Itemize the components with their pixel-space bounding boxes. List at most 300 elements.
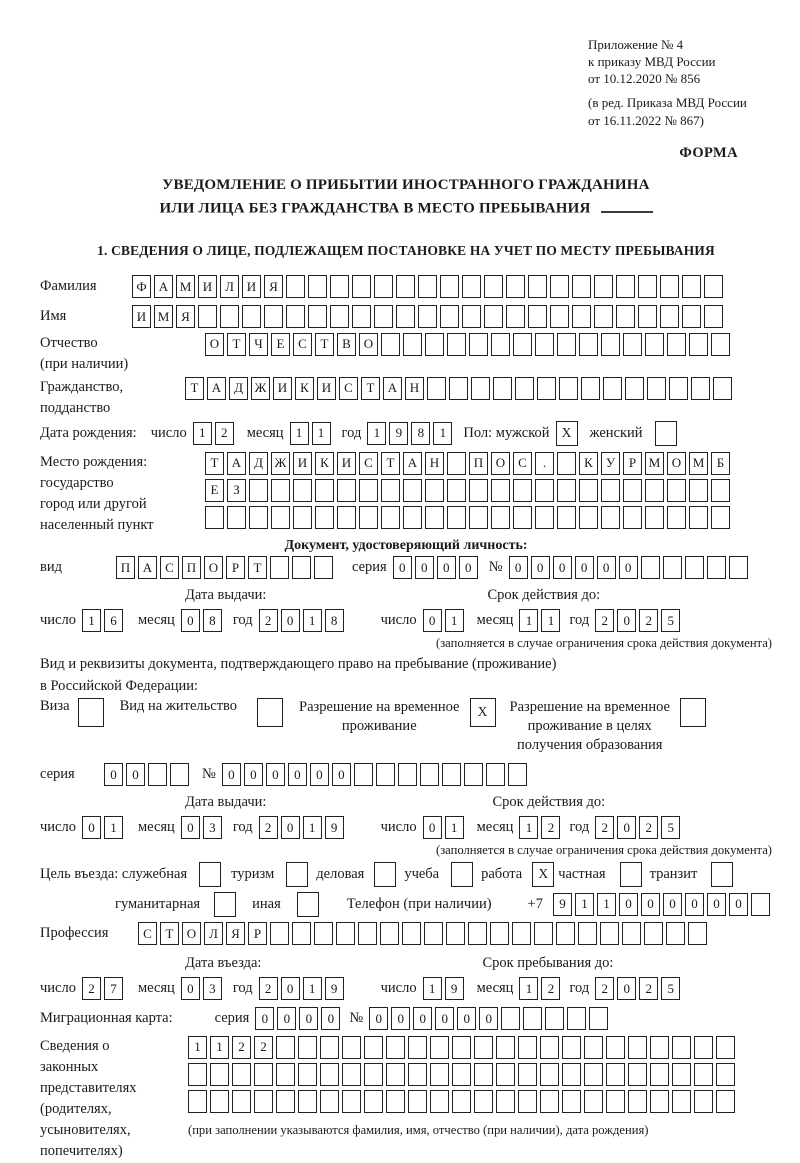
visa-checkbox[interactable] [78, 698, 104, 727]
char-box[interactable] [704, 275, 723, 298]
char-box[interactable] [515, 377, 534, 400]
purpose-other-checkbox[interactable] [297, 892, 319, 917]
char-box[interactable] [638, 275, 657, 298]
char-box[interactable]: 0 [222, 763, 241, 786]
char-box[interactable]: Д [249, 452, 268, 475]
char-box[interactable] [672, 1036, 691, 1059]
char-box[interactable]: Д [229, 377, 248, 400]
char-box[interactable] [572, 305, 591, 328]
char-box[interactable] [650, 1036, 669, 1059]
char-box[interactable]: Я [176, 305, 195, 328]
char-box[interactable] [232, 1063, 251, 1086]
char-box[interactable] [647, 377, 666, 400]
char-box[interactable]: 0 [391, 1007, 410, 1030]
char-box[interactable]: 0 [575, 556, 594, 579]
char-box[interactable] [210, 1063, 229, 1086]
char-box[interactable]: К [579, 452, 598, 475]
char-box[interactable]: 2 [639, 977, 658, 1000]
char-box[interactable] [364, 1036, 383, 1059]
char-box[interactable] [625, 377, 644, 400]
char-box[interactable]: П [116, 556, 135, 579]
char-box[interactable] [650, 1063, 669, 1086]
char-box[interactable] [425, 479, 444, 502]
char-box[interactable] [364, 1090, 383, 1113]
char-box[interactable]: 2 [639, 816, 658, 839]
char-box[interactable] [496, 1063, 515, 1086]
char-box[interactable]: С [339, 377, 358, 400]
char-box[interactable] [707, 556, 726, 579]
char-box[interactable]: 0 [244, 763, 263, 786]
char-box[interactable]: 0 [553, 556, 572, 579]
char-box[interactable]: 0 [181, 977, 200, 1000]
char-box[interactable]: 3 [203, 816, 222, 839]
char-box[interactable]: С [359, 452, 378, 475]
char-box[interactable] [314, 922, 333, 945]
char-box[interactable] [293, 506, 312, 529]
char-box[interactable] [402, 922, 421, 945]
char-box[interactable] [660, 305, 679, 328]
char-box[interactable]: 9 [445, 977, 464, 1000]
char-box[interactable] [286, 305, 305, 328]
char-box[interactable] [227, 506, 246, 529]
char-box[interactable]: 0 [423, 816, 442, 839]
char-box[interactable] [337, 506, 356, 529]
char-box[interactable] [689, 333, 708, 356]
char-box[interactable]: 0 [277, 1007, 296, 1030]
char-box[interactable]: П [182, 556, 201, 579]
char-box[interactable] [315, 506, 334, 529]
char-box[interactable]: Л [204, 922, 223, 945]
char-box[interactable]: 0 [393, 556, 412, 579]
char-box[interactable] [425, 333, 444, 356]
char-box[interactable] [691, 377, 710, 400]
char-box[interactable]: 0 [310, 763, 329, 786]
char-box[interactable] [210, 1090, 229, 1113]
char-box[interactable]: 1 [82, 609, 101, 632]
char-box[interactable] [330, 305, 349, 328]
char-box[interactable] [484, 275, 503, 298]
char-box[interactable] [469, 479, 488, 502]
char-box[interactable] [537, 377, 556, 400]
char-box[interactable] [320, 1090, 339, 1113]
char-box[interactable] [518, 1090, 537, 1113]
char-box[interactable] [447, 506, 466, 529]
char-box[interactable] [403, 333, 422, 356]
char-box[interactable] [380, 922, 399, 945]
char-box[interactable] [628, 1063, 647, 1086]
char-box[interactable] [408, 1090, 427, 1113]
char-box[interactable] [270, 556, 289, 579]
char-box[interactable]: Е [205, 479, 224, 502]
purpose-official-checkbox[interactable] [199, 862, 221, 887]
char-box[interactable]: О [182, 922, 201, 945]
char-box[interactable]: 0 [126, 763, 145, 786]
char-box[interactable]: 2 [259, 977, 278, 1000]
char-box[interactable] [540, 1090, 559, 1113]
char-box[interactable] [386, 1036, 405, 1059]
char-box[interactable] [666, 922, 685, 945]
char-box[interactable] [641, 556, 660, 579]
char-box[interactable] [556, 922, 575, 945]
char-box[interactable] [232, 1090, 251, 1113]
char-box[interactable] [427, 377, 446, 400]
char-box[interactable]: Ф [132, 275, 151, 298]
char-box[interactable] [491, 506, 510, 529]
male-checkbox[interactable]: X [556, 421, 578, 446]
char-box[interactable] [562, 1090, 581, 1113]
char-box[interactable] [298, 1063, 317, 1086]
char-box[interactable]: 0 [707, 893, 726, 916]
char-box[interactable] [559, 377, 578, 400]
char-box[interactable] [729, 556, 748, 579]
char-box[interactable] [584, 1090, 603, 1113]
char-box[interactable] [342, 1063, 361, 1086]
char-box[interactable] [249, 479, 268, 502]
char-box[interactable] [276, 1063, 295, 1086]
char-box[interactable] [579, 506, 598, 529]
char-box[interactable]: 1 [104, 816, 123, 839]
char-box[interactable]: 0 [281, 816, 300, 839]
char-box[interactable]: Р [623, 452, 642, 475]
char-box[interactable] [667, 506, 686, 529]
temp-residence-checkbox[interactable]: X [470, 698, 496, 727]
char-box[interactable] [220, 305, 239, 328]
char-box[interactable]: А [227, 452, 246, 475]
char-box[interactable] [667, 479, 686, 502]
char-box[interactable] [170, 763, 189, 786]
char-box[interactable]: А [207, 377, 226, 400]
char-box[interactable] [557, 333, 576, 356]
char-box[interactable] [493, 377, 512, 400]
char-box[interactable] [713, 377, 732, 400]
char-box[interactable] [424, 922, 443, 945]
char-box[interactable] [716, 1063, 735, 1086]
char-box[interactable]: У [601, 452, 620, 475]
char-box[interactable] [579, 333, 598, 356]
char-box[interactable]: И [242, 275, 261, 298]
char-box[interactable]: 0 [423, 609, 442, 632]
char-box[interactable]: 1 [519, 816, 538, 839]
char-box[interactable] [342, 1036, 361, 1059]
char-box[interactable]: О [359, 333, 378, 356]
char-box[interactable] [682, 275, 701, 298]
char-box[interactable] [271, 479, 290, 502]
char-box[interactable] [188, 1090, 207, 1113]
char-box[interactable] [298, 1036, 317, 1059]
char-box[interactable]: 0 [641, 893, 660, 916]
char-box[interactable]: А [383, 377, 402, 400]
char-box[interactable] [452, 1063, 471, 1086]
char-box[interactable]: 6 [104, 609, 123, 632]
char-box[interactable]: М [645, 452, 664, 475]
char-box[interactable] [557, 452, 576, 475]
char-box[interactable] [545, 1007, 564, 1030]
char-box[interactable]: 8 [325, 609, 344, 632]
char-box[interactable] [694, 1063, 713, 1086]
char-box[interactable]: 7 [104, 977, 123, 1000]
char-box[interactable]: Т [185, 377, 204, 400]
char-box[interactable]: 0 [729, 893, 748, 916]
char-box[interactable]: 1 [519, 609, 538, 632]
char-box[interactable] [711, 506, 730, 529]
char-box[interactable] [276, 1090, 295, 1113]
char-box[interactable]: 0 [597, 556, 616, 579]
char-box[interactable]: 0 [531, 556, 550, 579]
char-box[interactable]: С [160, 556, 179, 579]
char-box[interactable]: 1 [575, 893, 594, 916]
char-box[interactable] [594, 275, 613, 298]
char-box[interactable] [254, 1090, 273, 1113]
char-box[interactable] [490, 922, 509, 945]
char-box[interactable] [484, 305, 503, 328]
char-box[interactable]: Е [271, 333, 290, 356]
char-box[interactable]: Т [361, 377, 380, 400]
char-box[interactable] [663, 556, 682, 579]
char-box[interactable]: М [689, 452, 708, 475]
char-box[interactable] [468, 922, 487, 945]
char-box[interactable] [471, 377, 490, 400]
char-box[interactable]: Я [264, 275, 283, 298]
char-box[interactable]: 0 [181, 816, 200, 839]
char-box[interactable]: Л [220, 275, 239, 298]
char-box[interactable] [606, 1090, 625, 1113]
char-box[interactable] [148, 763, 167, 786]
char-box[interactable]: . [535, 452, 554, 475]
char-box[interactable] [557, 479, 576, 502]
char-box[interactable]: И [198, 275, 217, 298]
char-box[interactable] [534, 922, 553, 945]
char-box[interactable] [638, 305, 657, 328]
char-box[interactable] [314, 556, 333, 579]
char-box[interactable] [381, 479, 400, 502]
char-box[interactable]: 1 [210, 1036, 229, 1059]
char-box[interactable]: 9 [325, 977, 344, 1000]
char-box[interactable] [623, 479, 642, 502]
char-box[interactable]: И [293, 452, 312, 475]
char-box[interactable]: 2 [259, 609, 278, 632]
char-box[interactable]: 1 [519, 977, 538, 1000]
char-box[interactable] [359, 479, 378, 502]
char-box[interactable]: А [138, 556, 157, 579]
char-box[interactable] [518, 1063, 537, 1086]
char-box[interactable] [469, 333, 488, 356]
char-box[interactable]: 0 [266, 763, 285, 786]
char-box[interactable] [513, 479, 532, 502]
purpose-business-checkbox[interactable] [374, 862, 396, 887]
char-box[interactable] [292, 556, 311, 579]
char-box[interactable] [523, 1007, 542, 1030]
char-box[interactable] [688, 922, 707, 945]
char-box[interactable]: 9 [389, 422, 408, 445]
char-box[interactable] [669, 377, 688, 400]
char-box[interactable] [535, 333, 554, 356]
char-box[interactable] [628, 1036, 647, 1059]
char-box[interactable] [581, 377, 600, 400]
char-box[interactable] [579, 479, 598, 502]
char-box[interactable]: Т [205, 452, 224, 475]
char-box[interactable] [358, 922, 377, 945]
char-box[interactable] [264, 305, 283, 328]
char-box[interactable] [452, 1036, 471, 1059]
char-box[interactable] [315, 479, 334, 502]
char-box[interactable] [667, 333, 686, 356]
residence-permit-checkbox[interactable] [257, 698, 283, 727]
char-box[interactable]: 0 [509, 556, 528, 579]
char-box[interactable]: 0 [459, 556, 478, 579]
char-box[interactable] [694, 1036, 713, 1059]
char-box[interactable] [645, 333, 664, 356]
char-box[interactable] [469, 506, 488, 529]
char-box[interactable]: О [667, 452, 686, 475]
char-box[interactable]: И [273, 377, 292, 400]
char-box[interactable]: 0 [617, 609, 636, 632]
char-box[interactable] [440, 305, 459, 328]
char-box[interactable]: Я [226, 922, 245, 945]
char-box[interactable] [535, 506, 554, 529]
char-box[interactable]: 2 [82, 977, 101, 1000]
char-box[interactable]: 2 [595, 977, 614, 1000]
char-box[interactable] [496, 1036, 515, 1059]
char-box[interactable]: Т [381, 452, 400, 475]
char-box[interactable] [682, 305, 701, 328]
char-box[interactable] [601, 479, 620, 502]
char-box[interactable] [645, 479, 664, 502]
char-box[interactable] [271, 506, 290, 529]
char-box[interactable] [508, 763, 527, 786]
char-box[interactable] [751, 893, 770, 916]
char-box[interactable]: Т [227, 333, 246, 356]
char-box[interactable] [242, 305, 261, 328]
char-box[interactable] [506, 275, 525, 298]
char-box[interactable] [198, 305, 217, 328]
char-box[interactable] [425, 506, 444, 529]
char-box[interactable]: 3 [203, 977, 222, 1000]
char-box[interactable] [616, 275, 635, 298]
char-box[interactable]: Б [711, 452, 730, 475]
char-box[interactable] [452, 1090, 471, 1113]
char-box[interactable] [589, 1007, 608, 1030]
char-box[interactable] [672, 1090, 691, 1113]
char-box[interactable] [330, 275, 349, 298]
char-box[interactable]: 0 [181, 609, 200, 632]
char-box[interactable]: О [204, 556, 223, 579]
char-box[interactable] [562, 1063, 581, 1086]
char-box[interactable] [398, 763, 417, 786]
char-box[interactable] [660, 275, 679, 298]
char-box[interactable] [694, 1090, 713, 1113]
char-box[interactable] [644, 922, 663, 945]
char-box[interactable]: Ж [251, 377, 270, 400]
char-box[interactable] [550, 305, 569, 328]
char-box[interactable] [711, 479, 730, 502]
char-box[interactable] [374, 275, 393, 298]
char-box[interactable]: 1 [367, 422, 386, 445]
char-box[interactable]: Т [160, 922, 179, 945]
char-box[interactable]: 2 [595, 816, 614, 839]
char-box[interactable]: С [513, 452, 532, 475]
char-box[interactable] [512, 922, 531, 945]
char-box[interactable] [716, 1036, 735, 1059]
char-box[interactable] [623, 506, 642, 529]
char-box[interactable]: 1 [303, 609, 322, 632]
char-box[interactable] [491, 333, 510, 356]
char-box[interactable]: 1 [290, 422, 309, 445]
char-box[interactable] [711, 333, 730, 356]
char-box[interactable] [462, 275, 481, 298]
char-box[interactable]: 2 [254, 1036, 273, 1059]
char-box[interactable] [374, 305, 393, 328]
char-box[interactable]: 1 [445, 816, 464, 839]
char-box[interactable] [601, 333, 620, 356]
char-box[interactable] [600, 922, 619, 945]
char-box[interactable]: С [138, 922, 157, 945]
char-box[interactable]: И [317, 377, 336, 400]
char-box[interactable]: П [469, 452, 488, 475]
char-box[interactable] [354, 763, 373, 786]
char-box[interactable]: Р [248, 922, 267, 945]
purpose-humanitarian-checkbox[interactable] [214, 892, 236, 917]
char-box[interactable] [464, 763, 483, 786]
char-box[interactable] [528, 275, 547, 298]
char-box[interactable]: 0 [437, 556, 456, 579]
char-box[interactable]: 1 [193, 422, 212, 445]
char-box[interactable] [685, 556, 704, 579]
char-box[interactable] [550, 275, 569, 298]
char-box[interactable]: 0 [321, 1007, 340, 1030]
char-box[interactable]: 1 [303, 977, 322, 1000]
char-box[interactable] [474, 1090, 493, 1113]
char-box[interactable] [557, 506, 576, 529]
char-box[interactable] [446, 922, 465, 945]
char-box[interactable]: 0 [299, 1007, 318, 1030]
char-box[interactable] [376, 763, 395, 786]
char-box[interactable]: 0 [82, 816, 101, 839]
char-box[interactable] [622, 922, 641, 945]
char-box[interactable]: 0 [415, 556, 434, 579]
char-box[interactable] [396, 275, 415, 298]
char-box[interactable]: 0 [617, 816, 636, 839]
char-box[interactable]: 5 [661, 816, 680, 839]
char-box[interactable]: 1 [303, 816, 322, 839]
char-box[interactable]: З [227, 479, 246, 502]
char-box[interactable] [716, 1090, 735, 1113]
char-box[interactable] [337, 479, 356, 502]
char-box[interactable] [396, 305, 415, 328]
char-box[interactable]: А [154, 275, 173, 298]
char-box[interactable]: 0 [281, 977, 300, 1000]
char-box[interactable]: О [205, 333, 224, 356]
char-box[interactable] [430, 1090, 449, 1113]
char-box[interactable] [188, 1063, 207, 1086]
char-box[interactable]: 0 [617, 977, 636, 1000]
char-box[interactable] [623, 333, 642, 356]
char-box[interactable]: 0 [255, 1007, 274, 1030]
char-box[interactable] [567, 1007, 586, 1030]
char-box[interactable]: 9 [553, 893, 572, 916]
char-box[interactable]: В [337, 333, 356, 356]
char-box[interactable] [474, 1063, 493, 1086]
purpose-private-checkbox[interactable] [620, 862, 642, 887]
char-box[interactable] [320, 1036, 339, 1059]
char-box[interactable] [342, 1090, 361, 1113]
char-box[interactable]: Н [425, 452, 444, 475]
char-box[interactable]: М [154, 305, 173, 328]
char-box[interactable]: Т [315, 333, 334, 356]
char-box[interactable] [352, 275, 371, 298]
char-box[interactable] [606, 1063, 625, 1086]
char-box[interactable] [320, 1063, 339, 1086]
char-box[interactable]: 1 [433, 422, 452, 445]
